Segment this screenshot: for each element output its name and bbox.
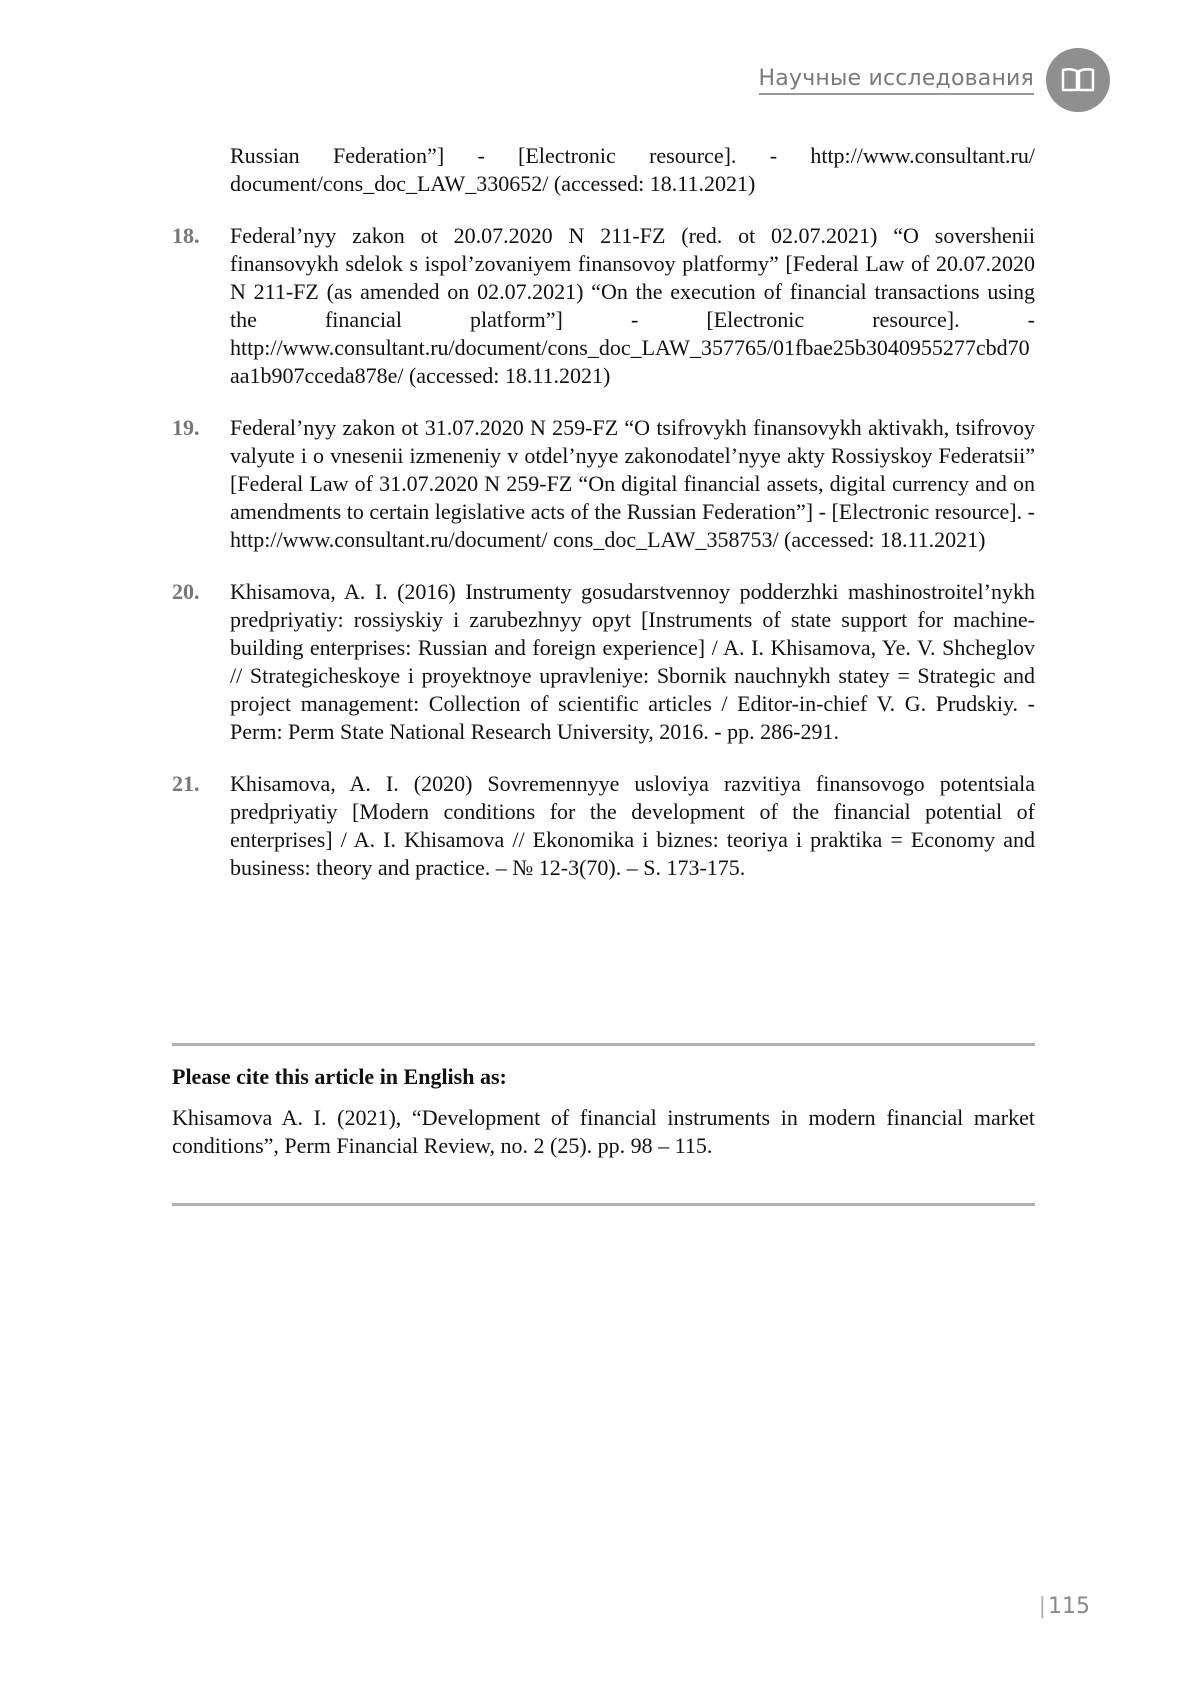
section-title: Научные исследования — [759, 66, 1034, 95]
reference-item — [172, 414, 1035, 554]
reference-text: Khisamova, A. I. (2016) Instrumenty gosudarstvennoy podderzhki mashinostroitel’nykh predpriyatiy: rossiyskiy i zarubezhnyy opyt [Instruments of state support for machine-building enterprises: Russian and foreign experience] / A. I. Khisamova, Ye. V. Shcheglov // Strategicheskoye i proyektnoye upravleniye: Sbornik nauchnykh statey = Strategic and project management: Collection of scientific articles / Editor-in-chief V. G. Prudskiy. - Perm: Perm State National Research University, 2016. - pp. 286-291. — [230, 579, 1035, 744]
reference-item — [172, 770, 1035, 882]
reference-text: Federal’nyy zakon ot 31.07.2020 N 259-FZ “O tsifrovykh finansovykh aktivakh, tsifrovoy valyute i o vnesenii izmeneniy v otdel’nyye zakonodatel’nyye akty Rossiyskoy Federatsii” [Federal Law of 31.07.2020 N 259-FZ “On digital financial assets, digital currency and on amendments to certain legislative acts of the Russian Federation”] - [Electronic resource]. - http://www.consultant.ru/document/ cons_doc_LAW_358753/ (accessed: 18.11.2021) — [230, 415, 1035, 552]
divider-top — [172, 1043, 1035, 1046]
reference-text: Russian Federation”] - [Electronic resource]. - http://www.consultant.ru/ document/cons_doc_LAW_330652/ (accessed: 18.11.2021) — [230, 143, 1035, 196]
book-icon — [1046, 48, 1110, 112]
citation-heading: Please cite this article in English as: — [172, 1064, 507, 1089]
citation-text: Khisamova A. I. (2021), “Development of financial instruments in modern financial market conditions”, Perm Financial Review, no. 2 (25). pp. 98 – 115. — [172, 1105, 1035, 1158]
page-number: |115 — [1038, 1594, 1090, 1619]
running-header — [759, 48, 1110, 112]
reference-number: 18. — [172, 223, 200, 248]
reference-item — [172, 142, 1035, 198]
page-number-value: 115 — [1048, 1594, 1090, 1619]
reference-number: 20. — [172, 579, 200, 604]
reference-number: 21. — [172, 771, 200, 796]
divider-bottom — [172, 1203, 1035, 1206]
reference-item — [172, 222, 1035, 390]
reference-list — [172, 142, 1035, 906]
reference-number: 19. — [172, 415, 200, 440]
reference-text: Khisamova, A. I. (2020) Sovremennyye usloviya razvitiya finansovogo potentsiala predpriyatiy [Modern conditions for the development of the financial potential of enterprises] / A. I. Khisamova // Ekonomika i biznes: teoriya i praktika = Economy and business: theory and practice. – № 12-3(70). – S. 173-175. — [230, 771, 1035, 880]
reference-text: Federal’nyy zakon ot 20.07.2020 N 211-FZ (red. ot 02.07.2021) “O sovershenii finansovykh sdelok s ispol’zovaniyem finansovoy platformy” [Federal Law of 20.07.2020 N 211-FZ (as amended on 02.07.2021) “On the execution of financial transactions using the financial platform”] - [Electronic resource]. - http://www.consultant.ru/document/cons_doc_LAW_357765/01fbae25b3040955277cbd70aa1b907cceda878e/ (accessed: 18.11.2021) — [230, 223, 1035, 388]
reference-item — [172, 578, 1035, 746]
reference-number — [172, 142, 230, 198]
